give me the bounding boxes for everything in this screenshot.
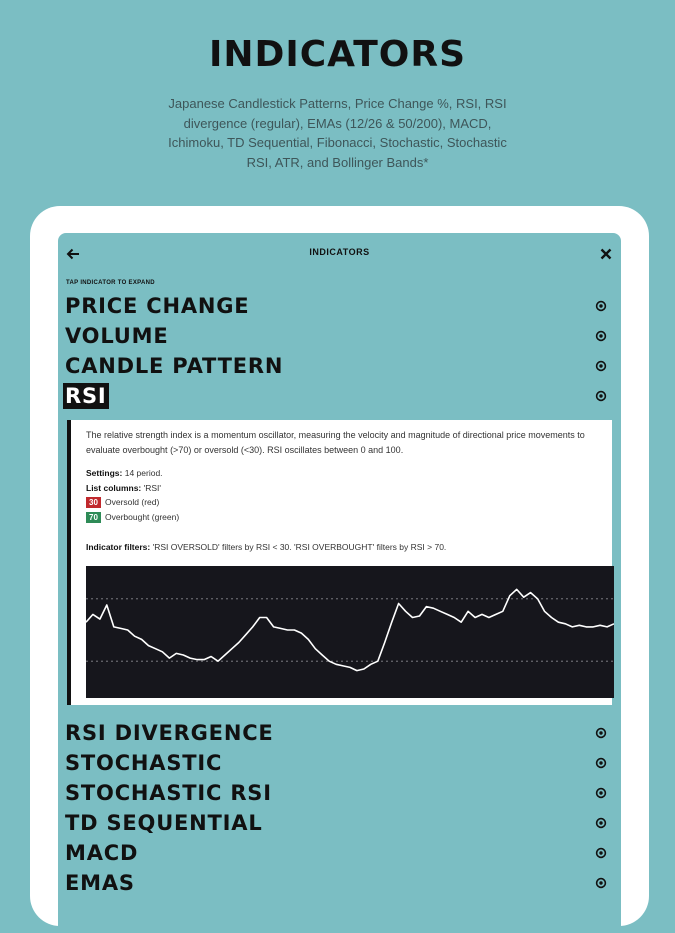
expand-icon[interactable] [595, 847, 607, 859]
expand-icon[interactable] [595, 330, 607, 342]
chart-background [86, 566, 614, 698]
filters-label: Indicator filters: [86, 542, 151, 552]
indicator-stochastic[interactable] [58, 748, 621, 778]
indicator-label: STOCHASTIC RSI [65, 781, 272, 805]
expand-icon[interactable] [595, 877, 607, 889]
app-bar [58, 233, 621, 275]
app-bar-title: INDICATORS [309, 247, 370, 257]
indicator-label: EMAS [65, 871, 135, 895]
columns-value: 'RSI' [141, 483, 162, 493]
rsi-description: The relative strength index is a momentum oscillator, measuring the velocity and magnitude of directional price movements to evaluate overbought (>70) or oversold (<30). RSI oscillates between 0 and 100. [86, 430, 585, 455]
indicator-stochastic-rsi[interactable] [58, 778, 621, 808]
expand-icon[interactable] [595, 727, 607, 739]
columns-label: List columns: [86, 483, 142, 493]
promo-subtitle: Japanese Candlestick Patterns, Price Change %, RSI, RSI divergence (regular), EMAs (12/26 & 50/200), MACD, Ichimoku, TD Sequential, Fibonacci, Stochastic, Stochastic RSI, ATR, and Bollinger Bands* [168, 96, 507, 170]
indicator-volume[interactable] [58, 321, 621, 351]
columns-line [86, 483, 161, 493]
oversold-badge: 30 [86, 497, 101, 508]
indicator-label: PRICE CHANGE [65, 294, 250, 318]
indicator-label: CANDLE PATTERN [65, 354, 284, 378]
expand-icon[interactable] [595, 757, 607, 769]
rsi-detail-card [67, 420, 612, 705]
filters-value: 'RSI OVERSOLD' filters by RSI < 30. 'RSI OVERBOUGHT' filters by RSI > 70. [150, 542, 447, 552]
filters-line [86, 542, 446, 552]
app-screen [58, 233, 621, 933]
indicator-label: VOLUME [65, 324, 169, 348]
indicator-rsi-divergence[interactable] [58, 718, 621, 748]
settings-line [86, 468, 163, 478]
close-icon[interactable] [598, 246, 614, 262]
indicator-emas[interactable] [58, 868, 621, 898]
indicator-label-selected: RSI [65, 384, 107, 408]
expand-icon[interactable] [595, 360, 607, 372]
indicator-candle-pattern[interactable] [58, 351, 621, 381]
expand-icon[interactable] [595, 390, 607, 402]
indicator-price-change[interactable] [58, 291, 621, 321]
indicator-label: TD SEQUENTIAL [65, 811, 263, 835]
oversold-label: Oversold (red) [105, 497, 160, 507]
overbought-line [86, 512, 179, 523]
indicator-td-sequential[interactable] [58, 808, 621, 838]
expand-icon[interactable] [595, 300, 607, 312]
settings-value: 14 period. [122, 468, 163, 478]
settings-label: Settings: [86, 468, 123, 478]
overbought-badge: 70 [86, 512, 101, 523]
promo-title: INDICATORS [208, 34, 467, 75]
indicator-label: RSI DIVERGENCE [65, 721, 274, 745]
indicator-label: MACD [65, 841, 139, 865]
oversold-line [86, 497, 159, 508]
overbought-label: Overbought (green) [105, 512, 180, 522]
indicator-macd[interactable] [58, 838, 621, 868]
rsi-chart [86, 566, 614, 698]
expand-hint: TAP INDICATOR TO EXPAND [66, 280, 155, 286]
indicator-rsi[interactable] [58, 381, 621, 411]
indicator-label: STOCHASTIC [65, 751, 223, 775]
expand-icon[interactable] [595, 817, 607, 829]
expand-icon[interactable] [595, 787, 607, 799]
